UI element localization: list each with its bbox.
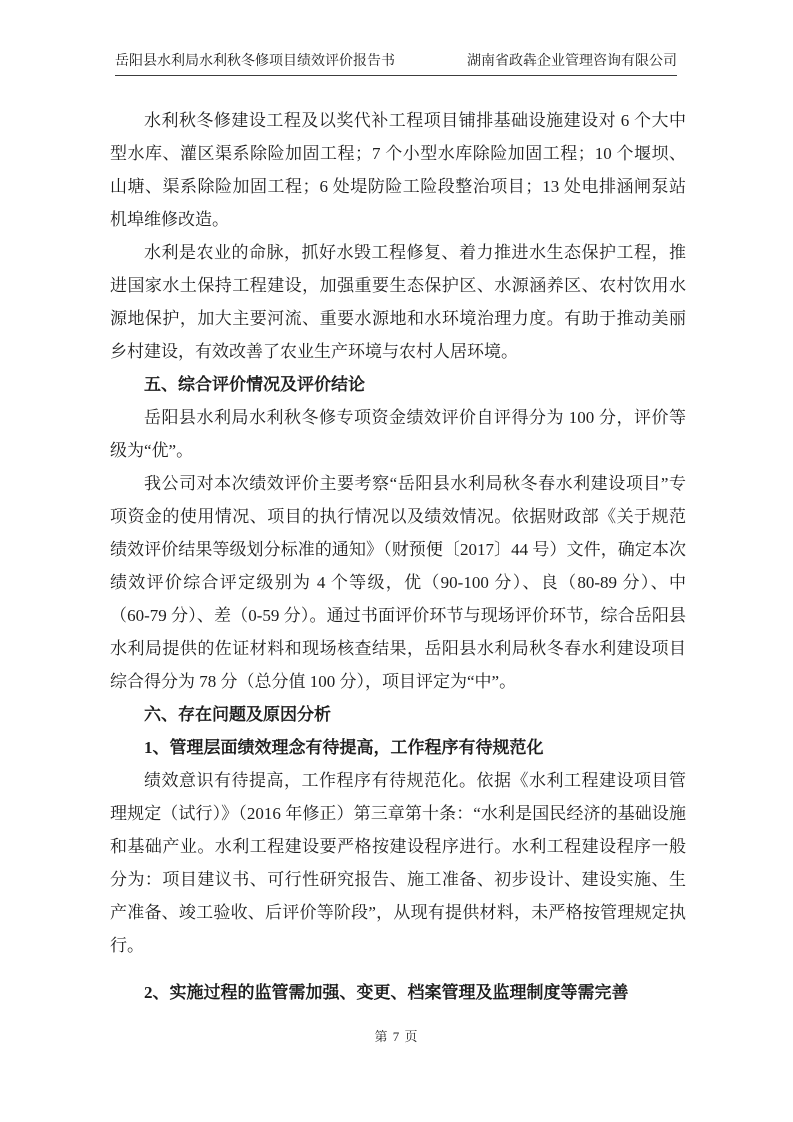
paragraph-evaluation-result: 我公司对本次绩效评价主要考察“岳阳县水利局秋冬春水利建设项目”专项资金的使用情况、项目的执行情况以及绩效情况。依据财政部《关于规范绩效评价结果等级划分标准的通知》（财预便〔2017〕44 号）文件，确定本次绩效评价综合评定级别为 4 个等级，优（90-100 分）、良（80-89 分）、中（60-79 分）、差（0-59 分）。通过书面评价环节与现场评价环节，综合岳阳县水利局提供的佐证材料和现场核查结果，岳阳县水利局秋冬春水利建设项目综合得分为 78 分（总分值 100 分），项目评定为“中”。 — [110, 474, 686, 691]
paragraph-water-lifeline: 水利是农业的命脉，抓好水毁工程修复、着力推进水生态保护工程，推进国家水土保持工程建设，加强重要生态保护区、水源涵养区、农村饮用水源地保护，加大主要河流、重要水源地和水环境治理力度。有助于推动美丽乡村建设，有效改善了农业生产环境与农村人居环境。 — [110, 243, 686, 361]
subheading-2: 2、实施过程的监管需加强、变更、档案管理及监理制度等需完善 — [144, 983, 629, 1002]
header-report-title: 岳阳县水利局水利秋冬修项目绩效评价报告书 — [115, 54, 395, 69]
page-number: 第 7 页 — [374, 1029, 419, 1044]
document-body — [110, 104, 686, 1009]
section-heading-6: 六、存在问题及原因分析 — [144, 705, 331, 724]
paragraph-construction-projects: 水利秋冬修建设工程及以奖代补工程项目铺排基础设施建设对 6 个大中型水库、灌区渠系除险加固工程；7 个小型水库除险加固工程；10 个堰坝、山塘、渠系除险加固工程；6 处堤防险工险段整治项目；13 处电排涵闸泵站机埠维修改造。 — [110, 111, 686, 229]
page-header — [115, 52, 677, 76]
section-heading-5: 五、综合评价情况及评价结论 — [144, 375, 365, 394]
subheading-1: 1、管理层面绩效理念有待提高，工作程序有待规范化 — [144, 738, 544, 757]
header-company-name: 湖南省政犇企业管理咨询有限公司 — [467, 54, 677, 69]
paragraph-procedure-issue: 绩效意识有待提高，工作程序有待规范化。依据《水利工程建设项目管理规定（试行）》（2016 年修正）第三章第十条：“水利是国民经济的基础设施和基础产业。水利工程建设要严格按建设程序进行。水利工程建设程序一般分为：项目建议书、可行性研究报告、施工准备、初步设计、建设实施、生产准备、竣工验收、后评价等阶段”，从现有提供材料，未严格按管理规定执行。 — [110, 771, 686, 955]
paragraph-self-score: 岳阳县水利局水利秋冬修专项资金绩效评价自评得分为 100 分，评价等级为“优”。 — [110, 408, 686, 460]
page-footer — [0, 1028, 793, 1046]
